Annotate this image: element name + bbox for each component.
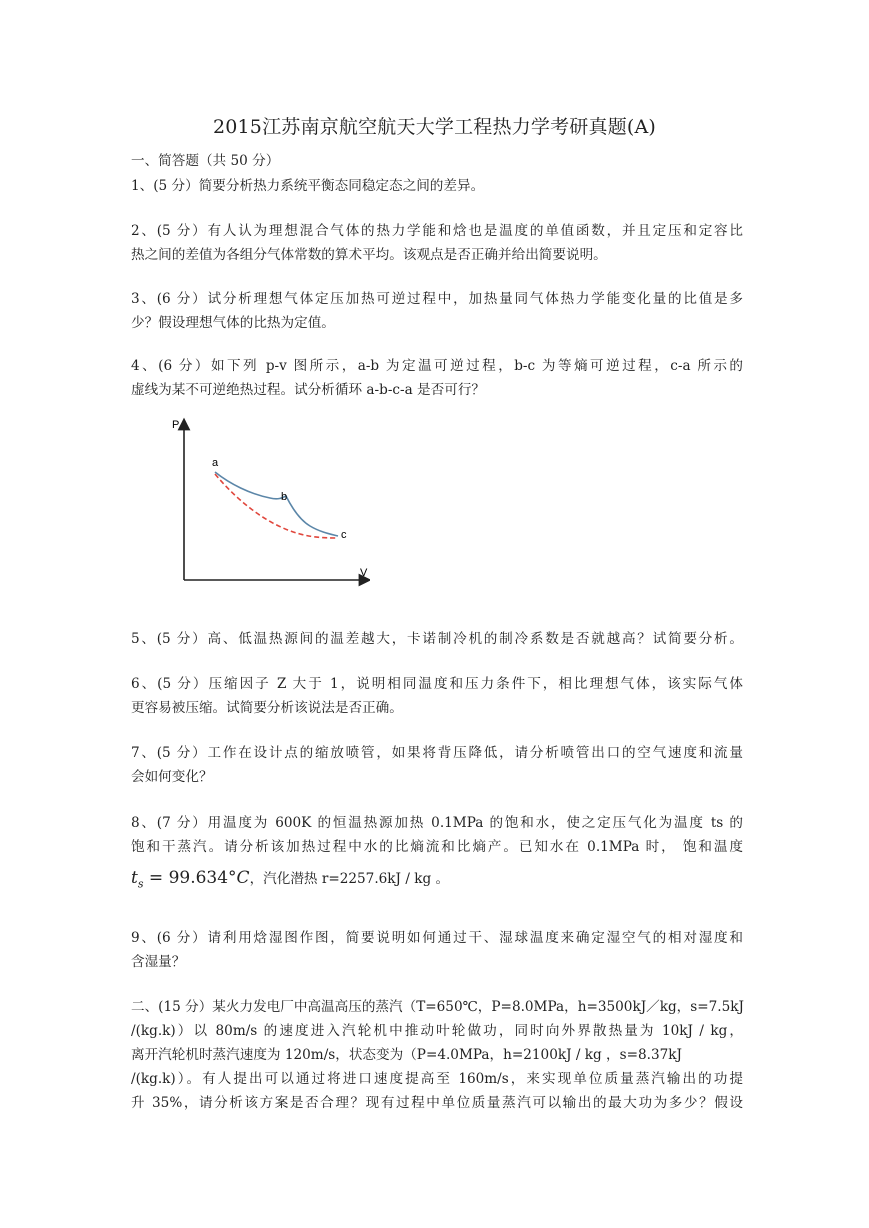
q8-l1: 8、(7 分）用温度为 600K 的恒温热源加热 0.1MPa 的饱和水，使之定压气化为温度 ts 的: [131, 815, 743, 831]
s2-l3: 离开汽轮机时蒸汽速度为 120m/s，状态变为（P=4.0MPa，h=2100kJ / kg ，s=8.37kJ: [131, 1047, 682, 1063]
q3-l2: 少？假设理想气体的比热为定值。: [131, 315, 335, 331]
q2-l1: 2、(5 分）有人认为理想混合气体的热力学能和焓也是温度的单值函数，并且定压和定容比: [131, 223, 743, 239]
q3-l1: 3、(6 分）试分析理想气体定压加热可逆过程中，加热量同气体热力学能变化量的比值是多: [131, 291, 743, 307]
pv-diagram: [160, 414, 370, 590]
q5: 5、(5 分）高、低温热源间的温差越大，卡诺制冷机的制冷系数是否就越高？试简要分析。: [131, 631, 743, 647]
q6-l2: 更容易被压缩。试简要分析该说法是否正确。: [131, 700, 403, 716]
formula-rest: ，汽化潜热 r=2257.6kJ / kg 。: [249, 871, 450, 887]
s2-l1: 二、(15 分）某火力发电厂中高温高压的蒸汽（T=650℃，P=8.0MPa，h=3500kJ／kg，s=7.5kJ: [131, 999, 744, 1015]
section-1-heading: 一、简答题（共 50 分）: [131, 153, 280, 169]
formula-math: $t_s = 99.634^\circ C$: [131, 868, 250, 891]
q4-l2: 虚线为某不可逆绝热过程。试分析循环 a-b-c-a 是否可行？: [131, 382, 486, 398]
s2-l2: /(kg.k)）以 80m/s 的速度进入汽轮机中推动叶轮做功，同时向外界散热量为 10kJ / kg，: [131, 1023, 743, 1039]
q8-l2: 饱和干蒸汽。请分析该加热过程中水的比熵流和比熵产。已知水在 0.1MPa 时， 饱和温度: [131, 839, 743, 855]
q4-l1: 4、(6 分）如下列 p-v 图所示，a-b 为定温可逆过程，b-c 为等熵可逆过程，c-a 所示的: [131, 358, 743, 374]
point-a-label: a: [212, 457, 219, 469]
saturation-formula: [131, 866, 449, 896]
point-b-label: b: [281, 491, 288, 503]
s2-l4: /(kg.k)）。有人提出可以通过将进口速度提高至 160m/s，来实现单位质量蒸汽输出的功提: [131, 1071, 743, 1087]
page-title: 2015江苏南京航空航天大学工程热力学考研真题(A): [212, 116, 657, 138]
point-c-label: c: [341, 529, 347, 541]
s2-l5: 升 35%，请分析该方案是否合理？现有过程中单位质量蒸汽可以输出的最大功为多少？假设: [131, 1095, 743, 1111]
q2-l2: 热之间的差值为各组分气体常数的算术平均。该观点是否正确并给出简要说明。: [131, 247, 607, 263]
q7-l1: 7、(5 分）工作在设计点的缩放喷管，如果将背压降低，请分析喷管出口的空气速度和流量: [131, 745, 743, 761]
q7-l2: 会如何变化？: [131, 769, 213, 785]
process-curve-a-b-c: [215, 472, 338, 536]
q9-l1: 9、(6 分）请利用焓湿图作图，简要说明如何通过干、湿球温度来确定湿空气的相对湿度和: [131, 930, 743, 946]
q1: 1、(5 分）简要分析热力系统平衡态同稳定态之间的差异。: [131, 178, 485, 194]
q6-l1: 6、(5 分）压缩因子 Z 大于 1，说明相同温度和压力条件下，相比理想气体，该实际气体: [131, 676, 743, 692]
q9-l2: 含湿量？: [131, 954, 186, 970]
y-axis-label: P: [172, 419, 180, 431]
x-axis-label: V: [360, 567, 368, 579]
